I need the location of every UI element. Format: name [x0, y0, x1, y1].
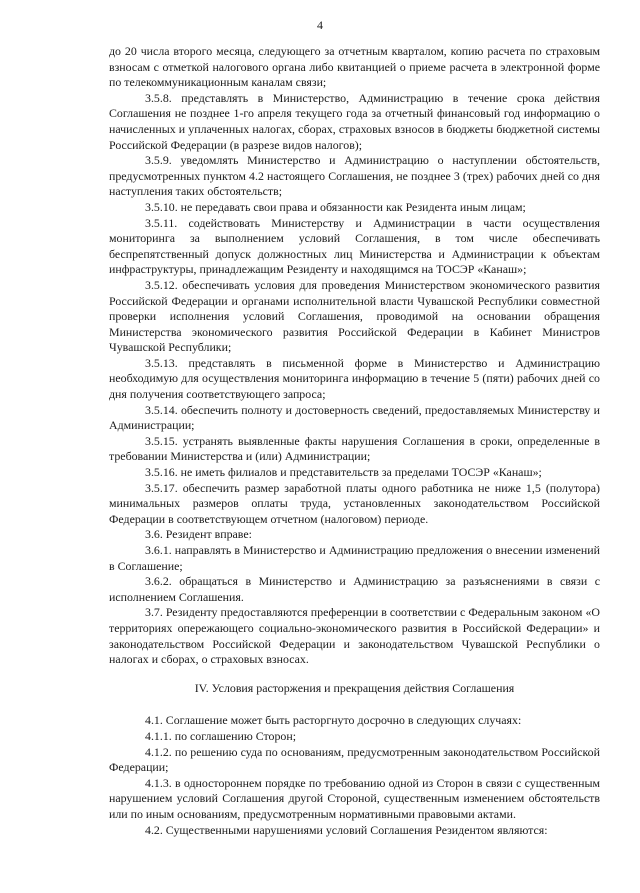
- paragraph: 3.6.2. обращаться в Министерство и Администрацию за разъяснениями в связи с исполнением Соглашения.: [109, 574, 600, 604]
- page-number: 4: [317, 18, 323, 32]
- document-body: [109, 44, 600, 838]
- paragraph: до 20 числа второго месяца, следующего за отчетным кварталом, копию расчета по страховым взносам с отметкой налогового органа либо квитанцией о приеме расчета в электронной форме по телекоммуникационным каналам связи;: [109, 44, 600, 90]
- paragraph: 3.5.12. обеспечивать условия для проведения Министерством экономического развития Российской Федерации и органами исполнительной власти Чувашской Республики совместной проверки исполнения условий Соглашения, проводимой на основании обращения Министерства экономического развития Российской Федерации в Кабинет Министров Чувашской Республики;: [109, 277, 600, 355]
- section-iv-body: [109, 713, 600, 838]
- paragraph: 3.5.14. обеспечить полноту и достоверность сведений, предоставляемых Министерству и Администрации;: [109, 402, 600, 433]
- paragraph: 4.2. Существенными нарушениями условий Соглашения Резидентом являются:: [145, 822, 548, 837]
- paragraph: 4.1.2. по решению суда по основаниям, предусмотренным законодательством Российской Федерации;: [109, 744, 600, 775]
- paragraph: 3.7. Резиденту предоставляются преференции в соответствии с Федеральным законом «О территориях опережающего социально-экономического развития в Российской Федерации» и законодательством Российской Федерации и законодательством Чувашской Республики о налогах и сборах, о страховых взносах.: [109, 605, 600, 667]
- section-heading: IV. Условия расторжения и прекращения действия Соглашения: [194, 680, 515, 695]
- paragraph: 3.5.11. содействовать Министерству и Администрации в части осуществления мониторинга за выполнением условий Соглашения, в том числе обеспечивать беспрепятственный допуск должностных лиц Министерства и Администрации к объектам инфраструктуры, принадлежащим Резиденту и находящимся на ТОСЭР «Канаш»;: [109, 215, 600, 277]
- section-iii-continuation: [109, 44, 600, 668]
- paragraph: 3.6.1. направлять в Министерство и Администрацию предложения о внесении изменений в Соглашение;: [109, 543, 600, 573]
- paragraph: 3.5.10. не передавать свои права и обязанности как Резидента иным лицам;: [145, 199, 526, 214]
- paragraph: 3.5.17. обеспечить размер заработной платы одного работника не ниже 1,5 (полутора) минимальных размеров оплаты труда, установленных законодательством Российской Федерации в соответствующем отчетном (налоговом) периоде.: [109, 480, 600, 526]
- paragraph: 3.6. Резидент вправе:: [145, 527, 252, 542]
- paragraph: 3.5.16. не иметь филиалов и представительств за пределами ТОСЭР «Канаш»;: [145, 465, 542, 480]
- paragraph: 4.1. Соглашение может быть расторгнуто досрочно в следующих случаях:: [145, 713, 522, 728]
- paragraph: 4.1.3. в одностороннем порядке по требованию одной из Сторон в связи с существенным нарушением условий Соглашения другой Стороной, существенным изменением обстоятельств или по иным основаниям, предусмотренным нормативными правовыми актами.: [109, 775, 600, 821]
- paragraph: 3.5.13. представлять в письменной форме в Министерство и Администрацию необходимую для осуществления мониторинга информацию в течение 5 (пяти) рабочих дней со дня получения соответствующего запроса;: [109, 355, 600, 402]
- paragraph: 4.1.1. по соглашению Сторон;: [145, 728, 297, 743]
- paragraph: 3.5.8. представлять в Министерство, Администрацию в течение срока действия Соглашения не позднее 1-го апреля текущего года за отчетный финансовый год информацию о начисленных и уплаченных налогах, сборах, страховых взносов в бюджеты бюджетной системы Российской Федерации (в разрезе видов налогов);: [109, 90, 600, 152]
- paragraph: 3.5.9. уведомлять Министерство и Администрацию о наступлении обстоятельств, предусмотренных пунктом 4.2 настоящего Соглашения, не позднее 3 (трех) рабочих дней со дня наступления таких обстоятельств;: [109, 153, 600, 199]
- paragraph: 3.5.15. устранять выявленные факты нарушения Соглашения в сроки, определенные в требовании Министерства и (или) Администрации;: [109, 433, 600, 464]
